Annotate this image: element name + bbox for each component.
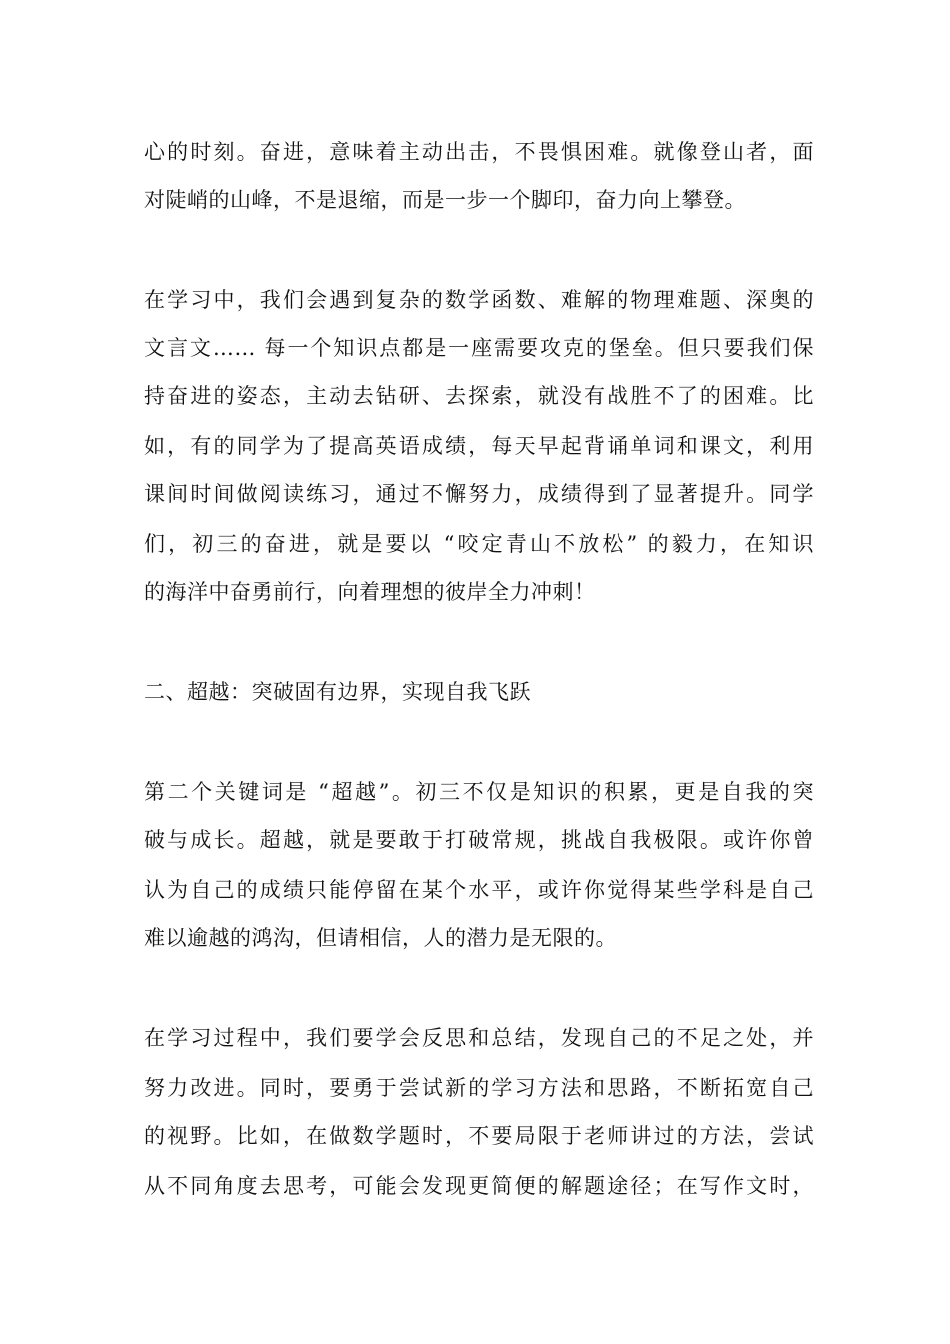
paragraph-3-line-3: 认为自己的成绩只能停留在某个水平，或许你觉得某些学科是自己	[144, 878, 814, 902]
paragraph-1-line-2: 对陡峭的山峰，不是退缩，而是一步一个脚印，奋力向上攀登。	[144, 188, 746, 212]
paragraph-3-line-4: 难以逾越的鸿沟，但请相信，人的潜力是无限的。	[144, 926, 617, 950]
paragraph-2-line-4: 如，有的同学为了提高英语成绩，每天早起背诵单词和课文，利用	[144, 434, 814, 458]
paragraph-4-line-3: 的视野。比如，在做数学题时，不要局限于老师讲过的方法，尝试	[144, 1124, 814, 1148]
paragraph-2-line-2: 文言文…… 每一个知识点都是一座需要攻克的堡垒。但只要我们保	[144, 336, 814, 360]
paragraph-2-line-3: 持奋进的姿态，主动去钻研、去探索，就没有战胜不了的困难。比	[144, 384, 814, 408]
paragraph-2-line-1: 在学习中，我们会遇到复杂的数学函数、难解的物理难题、深奥的	[144, 288, 814, 312]
paragraph-4-line-4: 从不同角度去思考，可能会发现更简便的解题途径；在写作文时，	[144, 1174, 814, 1198]
paragraph-4-line-2: 努力改进。同时，要勇于尝试新的学习方法和思路，不断拓宽自己	[144, 1076, 814, 1100]
paragraph-2-line-7: 的海洋中奋勇前行，向着理想的彼岸全力冲刺！	[144, 580, 596, 604]
paragraph-4-line-1: 在学习过程中，我们要学会反思和总结，发现自己的不足之处，并	[144, 1026, 814, 1050]
paragraph-3-line-2: 破与成长。超越，就是要敢于打破常规，挑战自我极限。或许你曾	[144, 828, 814, 852]
paragraph-2-line-5: 课间时间做阅读练习，通过不懈努力，成绩得到了显著提升。同学	[144, 482, 814, 506]
paragraph-2-line-6: 们，初三的奋进，就是要以 “咬定青山不放松” 的毅力，在知识	[144, 532, 814, 556]
section-heading: 二、超越：突破固有边界，实现自我飞跃	[144, 680, 531, 704]
paragraph-3-line-1: 第二个关键词是 “超越”。初三不仅是知识的积累，更是自我的突	[144, 780, 814, 804]
paragraph-1-line-1: 心的时刻。奋进，意味着主动出击，不畏惧困难。就像登山者，面	[144, 140, 814, 164]
